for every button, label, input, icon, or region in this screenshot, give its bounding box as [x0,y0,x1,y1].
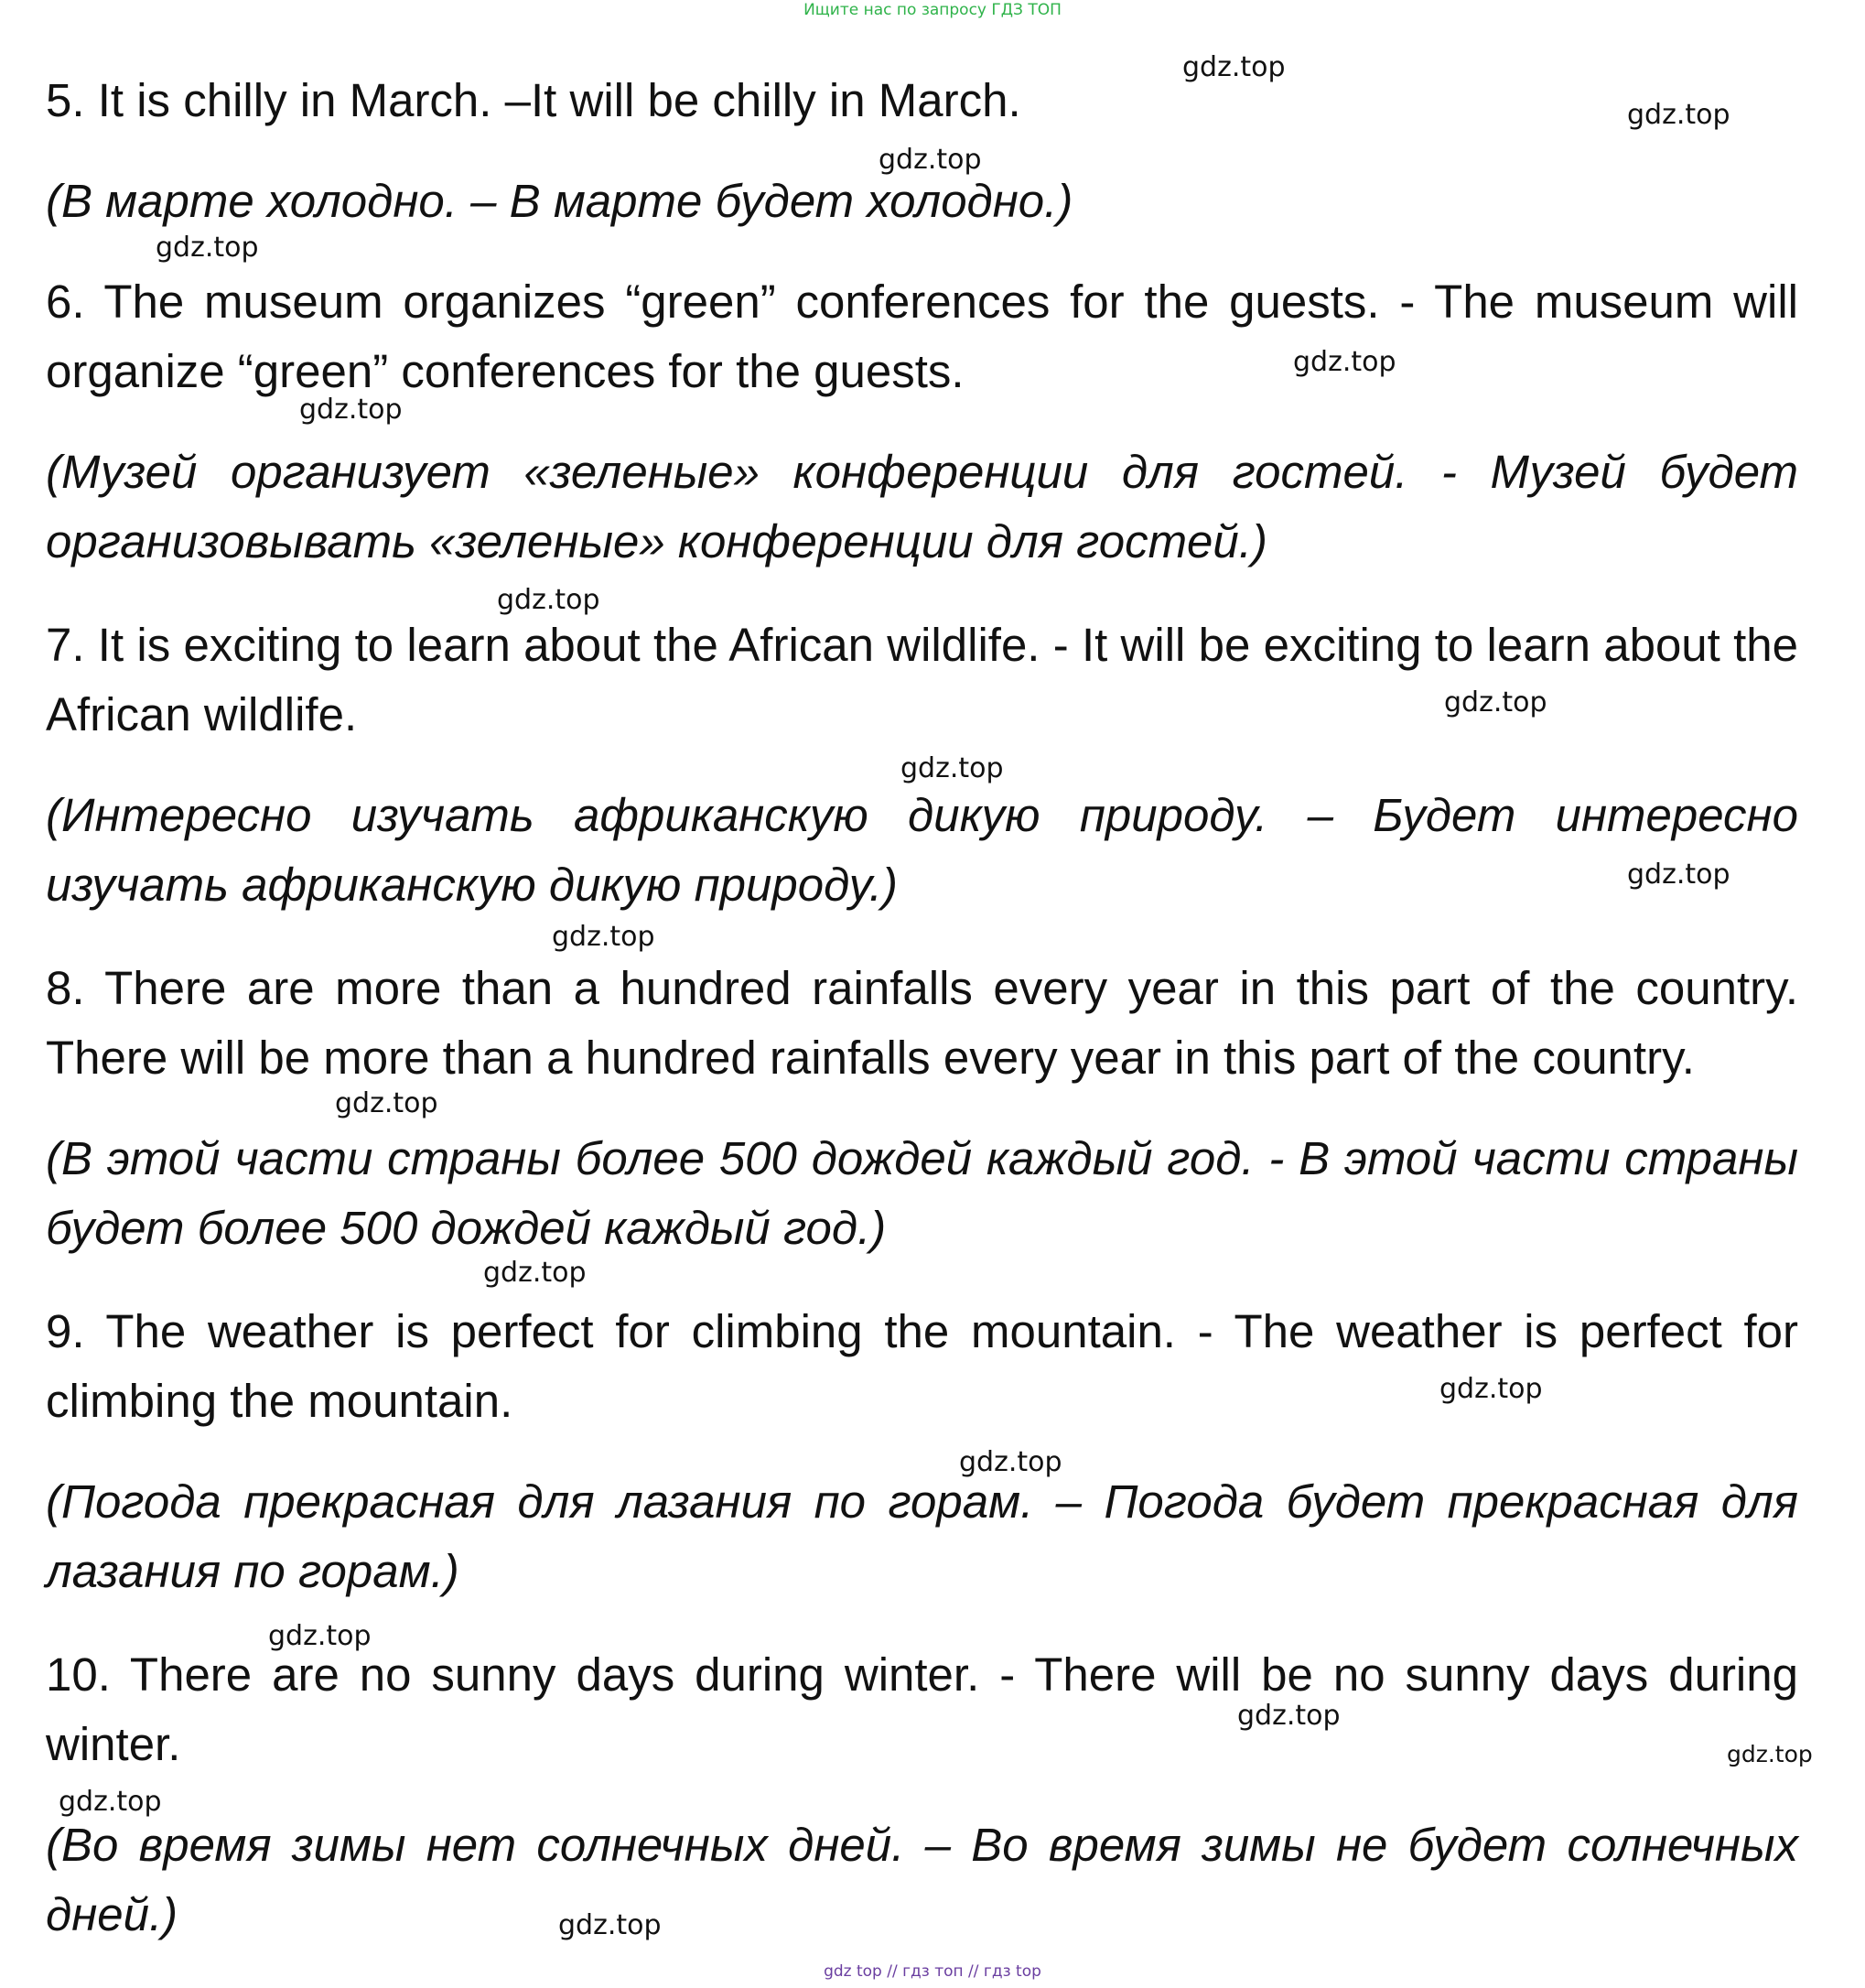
watermark: gdz.top [1727,1741,1813,1767]
watermark: gdz.top [900,752,1004,784]
watermark: gdz.top [268,1620,372,1652]
item-10-english: 10. There are no sunny days during winter. - There will be no sunny days during winter. [46,1648,1798,1770]
item-6-russian: (Музей организует «зеленые» конференции для гостей. - Музей будет организовывать «зеленые» конференции для гостей.) [46,446,1798,567]
watermark: gdz.top [1444,686,1547,718]
item-8-english: 8. There are more than a hundred rainfalls every year in this part of the country. There will be more than a hundred rainfalls every year in this part of the country. [46,962,1798,1084]
bottom-footer: gdz top // гдз топ // гдз top [824,1962,1041,1981]
watermark: gdz.top [1237,1700,1341,1732]
watermark: gdz.top [1182,51,1286,83]
item-6-english: 6. The museum organizes “green” conferences for the guests. - The museum will organize “green” conferences for the guests. [46,276,1798,397]
watermark: gdz.top [497,584,600,616]
watermark: gdz.top [299,394,403,426]
item-8-russian: (В этой части страны более 500 дождей каждый год. - В этой части страны будет более 500 дождей каждый год.) [46,1132,1798,1254]
watermark: gdz.top [1627,859,1730,891]
watermark: gdz.top [59,1786,162,1818]
item-7-russian: (Интересно изучать африканскую дикую природу. – Будет интересно изучать африканскую дикую природу.) [46,789,1798,911]
item-9-russian: (Погода прекрасная для лазания по горам. – Погода будет прекрасная для лазания по горам.) [46,1475,1798,1597]
watermark: gdz.top [1293,346,1396,378]
watermark: gdz.top [1627,99,1730,131]
watermark: gdz.top [558,1909,662,1941]
watermark: gdz.top [959,1446,1062,1478]
watermark: gdz.top [879,144,982,176]
watermark: gdz.top [335,1087,438,1119]
watermark: gdz.top [1439,1373,1543,1405]
watermark: gdz.top [156,232,259,264]
item-7-english: 7. It is exciting to learn about the African wildlife. - It will be exciting to learn about the African wildlife. [46,619,1798,740]
item-5-english: 5. It is chilly in March. –It will be chilly in March. [46,74,1021,126]
item-10-russian: (Во время зимы нет солнечных дней. – Во время зимы не будет солнечных дней.) [46,1819,1798,1940]
item-9-english: 9. The weather is perfect for climbing the mountain. - The weather is perfect for climbing the mountain. [46,1305,1798,1427]
top-banner: Ищите нас по запросу ГДЗ ТОП [803,1,1062,19]
item-5-russian: (В марте холодно. – В марте будет холодно.) [46,175,1073,227]
watermark: gdz.top [552,921,655,953]
watermark: gdz.top [483,1257,587,1289]
